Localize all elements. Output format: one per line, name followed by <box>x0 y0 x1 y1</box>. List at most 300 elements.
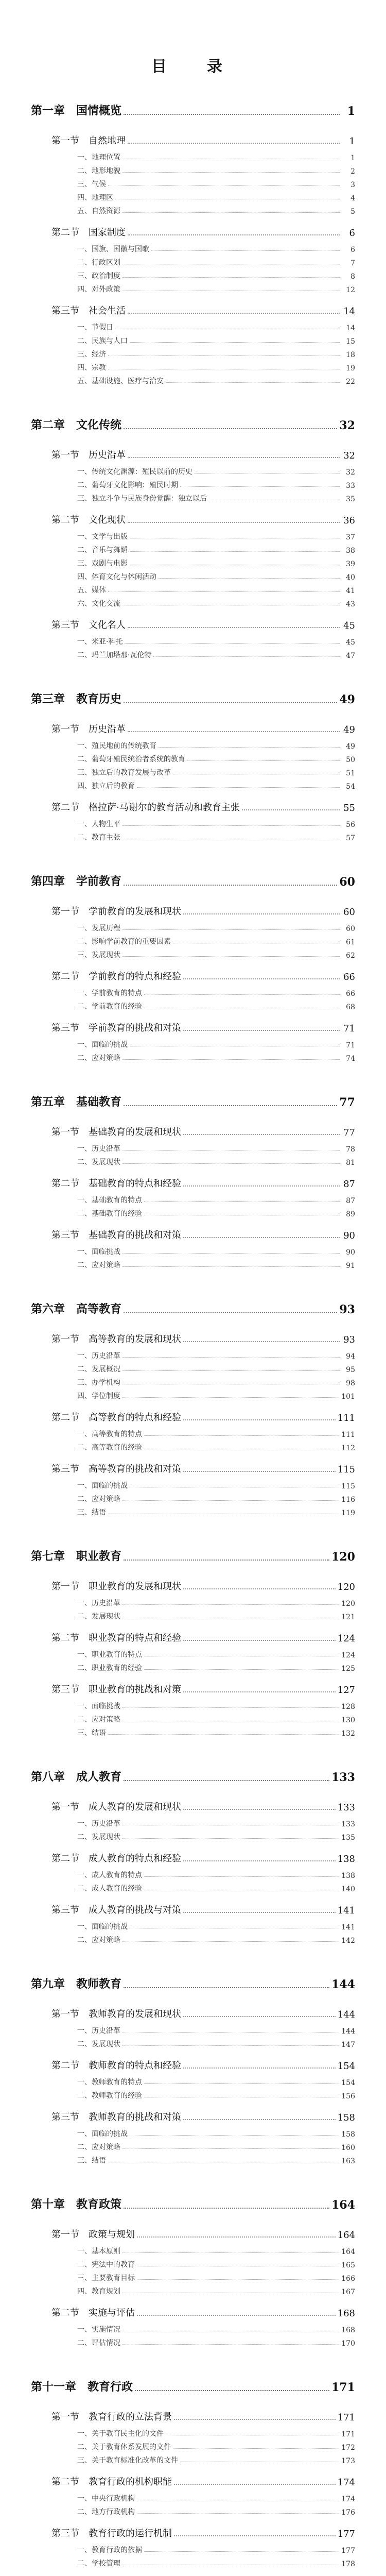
dot-leader <box>183 1471 336 1472</box>
toc-page-number: 81 <box>346 1159 355 1167</box>
toc-page-number: 60 <box>339 875 355 889</box>
dot-leader <box>183 1912 336 1913</box>
toc-page-number: 87 <box>346 1197 355 1205</box>
toc-subsection-entry[interactable] <box>0 1832 386 1842</box>
toc-subsection-entry[interactable] <box>0 1921 386 1931</box>
toc-subsection-entry[interactable] <box>0 545 386 555</box>
toc-subsection-entry[interactable] <box>0 1442 386 1452</box>
toc-page-number: 124 <box>341 1651 355 1659</box>
dot-leader <box>135 2390 329 2391</box>
dot-leader <box>144 1201 340 1202</box>
toc-page-number: 166 <box>341 2275 355 2283</box>
toc-subsection-entry[interactable] <box>0 1883 386 1893</box>
toc-page-number: 133 <box>331 1771 355 1784</box>
toc-subsection-entry[interactable] <box>0 936 386 946</box>
dot-leader <box>122 929 340 930</box>
toc-page-number: 111 <box>341 1431 355 1439</box>
toc-section-entry[interactable] <box>0 226 386 239</box>
toc-subsection-entry[interactable] <box>0 1364 386 1374</box>
toc-subsection-entry[interactable] <box>0 1870 386 1880</box>
dot-leader <box>144 1669 339 1670</box>
toc-section-entry[interactable] <box>0 619 386 631</box>
dot-leader <box>124 428 337 429</box>
toc-entry-label: 一、面临的挑战 <box>77 2130 128 2138</box>
toc-section-entry[interactable] <box>0 2008 386 2020</box>
toc-subsection-entry[interactable] <box>0 950 386 960</box>
toc-subsection-entry[interactable] <box>0 1391 386 1401</box>
toc-chapter-entry[interactable] <box>0 1979 386 1991</box>
toc-entry-label: 三、气候 <box>77 180 106 189</box>
toc-page-number: 133 <box>341 1820 355 1828</box>
toc-chapter-entry[interactable] <box>0 106 386 118</box>
toc-subsection-entry[interactable] <box>0 1195 386 1205</box>
toc-page-number: 93 <box>343 1334 355 1345</box>
toc-page-number: 124 <box>337 1633 355 1644</box>
toc-section-entry[interactable] <box>0 1683 386 1696</box>
toc-page-number: 43 <box>346 600 355 608</box>
toc-entry-label: 二、发展现状 <box>77 1833 120 1841</box>
dot-leader <box>159 747 340 748</box>
toc-subsection-entry[interactable] <box>0 988 386 998</box>
toc-page-number: 33 <box>346 482 355 490</box>
toc-entry-label: 一、历史沿革 <box>77 1599 120 1607</box>
toc-entry-label: 二、发展现状 <box>77 1158 120 1166</box>
dot-leader <box>124 702 337 703</box>
toc-entry-label: 第一节 政策与规划 <box>51 2229 135 2240</box>
toc-entry-label: 二、成人教育的经验 <box>77 1885 142 1893</box>
toc-page-number: 71 <box>346 1041 355 1049</box>
toc-entry-label: 一、地理位置 <box>77 154 120 162</box>
toc-page-number: 94 <box>346 1352 355 1361</box>
dot-leader <box>122 1163 340 1164</box>
toc-subsection-entry[interactable] <box>0 1208 386 1218</box>
toc-subsection-entry[interactable] <box>0 1611 386 1621</box>
toc-section-entry[interactable] <box>0 2059 386 2072</box>
toc-subsection-entry[interactable] <box>0 179 386 189</box>
toc-page-number: 173 <box>341 2457 355 2465</box>
toc-entry-label: 二、高等教育的经验 <box>77 1444 142 1452</box>
dot-leader <box>183 2119 336 2120</box>
toc-subsection-entry[interactable] <box>0 349 386 359</box>
toc-entry-label: 二、地形地貌 <box>77 167 120 175</box>
toc-section-entry[interactable] <box>0 1177 386 1190</box>
dot-leader <box>183 1588 336 1589</box>
toc-page-number: 39 <box>346 560 355 568</box>
dot-leader <box>137 2513 339 2514</box>
toc-entry-label: 第二节 高等教育的特点和经验 <box>51 1412 181 1423</box>
toc-entry-label: 第二节 职业教育的特点和经验 <box>51 1633 181 1643</box>
toc-subsection-entry[interactable] <box>0 1053 386 1063</box>
toc-entry-label: 第二节 成人教育的特点和经验 <box>51 1853 181 1864</box>
toc-subsection-entry[interactable] <box>0 376 386 386</box>
toc-entry-label: 二、民族与人口 <box>77 337 128 345</box>
toc-subsection-entry[interactable] <box>0 1350 386 1361</box>
toc-chapter-entry[interactable] <box>0 1772 386 1784</box>
toc-page-number: 135 <box>341 1834 355 1842</box>
toc-section-entry[interactable] <box>0 723 386 735</box>
dot-leader <box>183 1640 336 1641</box>
toc-section-entry[interactable] <box>0 449 386 461</box>
toc-subsection-entry[interactable] <box>0 1377 386 1387</box>
toc-page-number: 120 <box>337 1582 355 1592</box>
dot-leader <box>183 1134 340 1135</box>
toc-subsection-entry[interactable] <box>0 2493 386 2503</box>
toc-subsection-entry[interactable] <box>0 2142 386 2152</box>
toc-entry-label: 二、发展概况 <box>77 1365 120 1374</box>
toc-subsection-entry[interactable] <box>0 2545 386 2555</box>
toc-entry-label: 一、教师教育的特点 <box>77 2078 142 2087</box>
toc-entry-label: 第三节 文化名人 <box>51 620 126 631</box>
toc-page-number: 60 <box>346 925 355 933</box>
toc-entry-label: 三、独立斗争与民族身份觉醒：独立以后 <box>77 495 207 503</box>
toc-page-number: 3 <box>350 181 355 189</box>
toc-page-number: 90 <box>343 1230 355 1241</box>
toc-subsection-entry[interactable] <box>0 1701 386 1711</box>
toc-subsection-entry[interactable] <box>0 1039 386 1049</box>
toc-subsection-entry[interactable] <box>0 832 386 842</box>
toc-section-entry[interactable] <box>0 2476 386 2488</box>
toc-page-number: 170 <box>341 2340 355 2348</box>
toc-chapter-entry[interactable] <box>0 2382 386 2394</box>
toc-subsection-entry[interactable] <box>0 2090 386 2100</box>
toc-subsection-entry[interactable] <box>0 2455 386 2465</box>
toc-page-number: 1 <box>347 105 355 118</box>
toc-section-entry[interactable] <box>0 1333 386 1345</box>
toc-entry-label: 第一节 教育行政的立法背景 <box>51 2412 172 2422</box>
toc-subsection-entry[interactable] <box>0 1143 386 1154</box>
toc-entry-label: 一、基础教育的特点 <box>77 1196 142 1205</box>
dot-leader <box>137 2236 336 2238</box>
toc-subsection-entry[interactable] <box>0 2039 386 2049</box>
toc-subsection-entry[interactable] <box>0 1714 386 1724</box>
toc-subsection-entry[interactable] <box>0 650 386 660</box>
toc-page-number: 55 <box>343 803 355 814</box>
toc-entry-label: 第一节 基础教育的发展和现状 <box>51 1127 181 1138</box>
toc-subsection-entry[interactable] <box>0 2324 386 2334</box>
toc-chapter-entry[interactable] <box>0 1304 386 1316</box>
toc-page-number: 168 <box>337 2308 355 2319</box>
toc-subsection-entry[interactable] <box>0 2155 386 2165</box>
toc-page-number: 156 <box>341 2092 355 2100</box>
toc-entry-label: 第三节 教师教育的挑战和对策 <box>51 2112 181 2123</box>
toc-subsection-entry[interactable] <box>0 558 386 568</box>
toc-subsection-entry[interactable] <box>0 493 386 503</box>
toc-entry-label: 第一节 职业教育的发展和现状 <box>51 1581 181 1592</box>
dot-leader <box>137 2279 339 2280</box>
dot-leader <box>122 2252 339 2253</box>
toc-subsection-entry[interactable] <box>0 152 386 162</box>
toc-subsection-entry[interactable] <box>0 2558 386 2568</box>
toc-entry-label: 第一节 历史沿革 <box>51 450 126 461</box>
toc-entry-label: 二、教育主张 <box>77 834 120 842</box>
toc-entry-label: 一、节假日 <box>77 324 113 332</box>
dot-leader <box>242 809 340 810</box>
toc-page-number: 4 <box>350 194 355 202</box>
toc-entry-label: 第三节 学前教育的挑战和对策 <box>51 1023 181 1033</box>
toc-subsection-entry[interactable] <box>0 466 386 477</box>
toc-section-entry[interactable] <box>0 1904 386 1916</box>
toc-entry-label: 四、学位制度 <box>77 1392 120 1400</box>
toc-entry-label: 第一节 自然地理 <box>51 135 126 146</box>
toc-page-number: 154 <box>341 2079 355 2087</box>
toc-chapter-entry[interactable] <box>0 420 386 432</box>
toc-subsection-entry[interactable] <box>0 2128 386 2139</box>
toc-section-entry[interactable] <box>0 970 386 982</box>
dot-leader <box>166 382 340 383</box>
toc-entry-label: 第二节 文化现状 <box>51 515 126 526</box>
toc-section-entry[interactable] <box>0 2111 386 2123</box>
toc-subsection-entry[interactable] <box>0 257 386 267</box>
toc-page-number: 61 <box>346 938 355 946</box>
toc-subsection-entry[interactable] <box>0 767 386 777</box>
toc-subsection-entry[interactable] <box>0 1727 386 1738</box>
toc-subsection-entry[interactable] <box>0 362 386 372</box>
toc-section-entry[interactable] <box>0 2411 386 2423</box>
toc-entry-label: 第三节 成人教育的挑战与对策 <box>51 1905 181 1916</box>
toc-section-entry[interactable] <box>0 1411 386 1423</box>
toc-page-number: 14 <box>346 324 355 332</box>
toc-entry-label: 三、结语 <box>77 1729 106 1737</box>
toc-page-number: 45 <box>343 620 355 631</box>
toc-subsection-entry[interactable] <box>0 781 386 791</box>
toc-subsection-entry[interactable] <box>0 1480 386 1490</box>
toc-subsection-entry[interactable] <box>0 335 386 346</box>
toc-subsection-entry[interactable] <box>0 1429 386 1439</box>
toc-entry-label: 第二节 基础教育的特点和经验 <box>51 1178 181 1189</box>
toc-page-number: 101 <box>341 1393 355 1401</box>
toc-subsection-entry[interactable] <box>0 206 386 216</box>
toc-entry-label: 四、对外政策 <box>77 285 120 294</box>
toc-subsection-entry[interactable] <box>0 322 386 332</box>
toc-subsection-entry[interactable] <box>0 2077 386 2087</box>
toc-page-number: 49 <box>346 742 355 751</box>
toc-subsection-entry[interactable] <box>0 531 386 541</box>
toc-entry-label: 第一节 成人教育的发展和现状 <box>51 1802 181 1812</box>
toc-page-number: 177 <box>341 2547 355 2555</box>
toc-subsection-entry[interactable] <box>0 270 386 281</box>
dot-leader <box>124 1312 337 1313</box>
toc-subsection-entry[interactable] <box>0 598 386 608</box>
dot-leader <box>122 2045 339 2046</box>
toc-section-entry[interactable] <box>0 514 386 526</box>
toc-page-number: 172 <box>341 2444 355 2452</box>
toc-page-number: 60 <box>343 907 355 918</box>
toc-entry-label: 二、葡萄牙殖民统治者系统的教育 <box>77 755 185 764</box>
toc-section-entry[interactable] <box>0 2527 386 2539</box>
toc-subsection-entry[interactable] <box>0 1260 386 1270</box>
toc-entry-label: 五、自然资源 <box>77 207 120 215</box>
toc-subsection-entry[interactable] <box>0 2506 386 2517</box>
toc-subsection-entry[interactable] <box>0 1818 386 1828</box>
toc-subsection-entry[interactable] <box>0 585 386 595</box>
toc-subsection-entry[interactable] <box>0 480 386 490</box>
toc-page-number: 71 <box>343 1023 355 1034</box>
toc-subsection-entry[interactable] <box>0 2428 386 2438</box>
toc-page-number: 121 <box>341 1613 355 1621</box>
toc-entry-label: 二、音乐与舞蹈 <box>77 546 128 554</box>
toc-page-number: 127 <box>337 1685 355 1696</box>
toc-page-number: 163 <box>341 2157 355 2165</box>
toc-entry-label: 二、应对策略 <box>77 1936 120 1944</box>
toc-subsection-entry[interactable] <box>0 2337 386 2348</box>
toc-subsection-entry[interactable] <box>0 1494 386 1504</box>
toc-page-number: 77 <box>343 1127 355 1138</box>
toc-entry-label: 第七章 职业教育 <box>31 1550 122 1563</box>
toc-subsection-entry[interactable] <box>0 2273 386 2283</box>
toc-page-number: 37 <box>346 533 355 541</box>
dot-leader <box>122 825 340 826</box>
toc-section-entry[interactable] <box>0 304 386 317</box>
toc-entry-label: 三、主要教育目标 <box>77 2274 135 2282</box>
dot-leader <box>137 787 340 788</box>
toc-entry-label: 第二章 文化传统 <box>31 418 122 432</box>
toc-page-number: 12 <box>346 286 355 294</box>
toc-section-entry[interactable] <box>0 1126 386 1138</box>
toc-chapter-entry[interactable] <box>0 876 386 889</box>
toc-entry-label: 四、独立后的教育 <box>77 782 135 790</box>
toc-page-number: 125 <box>341 1665 355 1673</box>
toc-page-number: 41 <box>346 587 355 595</box>
dot-leader <box>128 234 340 235</box>
toc-chapter-entry[interactable] <box>0 694 386 706</box>
toc-page-number: 115 <box>341 1482 355 1490</box>
toc-section-entry[interactable] <box>0 1632 386 1644</box>
toc-entry-label: 二、葡萄牙文化影响：殖民时期 <box>77 481 178 489</box>
dot-leader <box>173 2448 339 2449</box>
toc-subsection-entry[interactable] <box>0 754 386 764</box>
toc-entry-label: 三、关于教育标准化改革的文件 <box>77 2456 178 2465</box>
toc-entry-label: 第十章 教育政策 <box>31 2198 122 2211</box>
toc-chapter-entry[interactable] <box>0 2199 386 2212</box>
toc-page-number: 174 <box>341 2495 355 2503</box>
toc-page-number: 141 <box>337 1905 355 1916</box>
dot-leader <box>130 551 340 552</box>
toc-entry-label: 第二节 实施与评估 <box>51 2308 135 2318</box>
toc-section-entry[interactable] <box>0 1229 386 1241</box>
dot-leader <box>128 627 340 628</box>
toc-section-entry[interactable] <box>0 1463 386 1475</box>
toc-section-entry[interactable] <box>0 905 386 918</box>
toc-entry-label: 二、玛兰加塔那·瓦伦特 <box>77 651 152 659</box>
dot-leader <box>183 1419 336 1420</box>
toc-section-entry[interactable] <box>0 1801 386 1813</box>
toc-subsection-entry[interactable] <box>0 819 386 829</box>
toc-subsection-entry[interactable] <box>0 244 386 254</box>
toc-entry-label: 第一节 学前教育的发展和现状 <box>51 906 181 917</box>
toc-page-number: 171 <box>341 2430 355 2438</box>
toc-entry-label: 二、关于教育体系发展的文件 <box>77 2443 171 2451</box>
toc-subsection-entry[interactable] <box>0 2246 386 2256</box>
toc-entry-label: 二、发展现状 <box>77 2040 120 2048</box>
toc-section-entry[interactable] <box>0 801 386 814</box>
toc-entry-label: 第九章 教师教育 <box>31 1977 122 1991</box>
toc-subsection-entry[interactable] <box>0 1649 386 1659</box>
dot-leader <box>159 578 340 579</box>
dot-leader <box>108 185 340 186</box>
toc-entry-label: 二、应对策略 <box>77 1716 120 1724</box>
dot-leader <box>183 1860 336 1861</box>
toc-page-number: 158 <box>337 2112 355 2123</box>
dot-leader <box>144 994 340 995</box>
toc-section-entry[interactable] <box>0 2307 386 2319</box>
toc-page-number: 51 <box>346 769 355 777</box>
toc-entry-label: 第一节 教师教育的发展和现状 <box>51 2009 181 2020</box>
toc-entry-label: 一、殖民地前的传统教育 <box>77 742 156 750</box>
toc-subsection-entry[interactable] <box>0 636 386 647</box>
dot-leader <box>122 2344 339 2345</box>
toc-page-number: 176 <box>341 2509 355 2517</box>
toc-entry-label: 三、发展现状 <box>77 951 120 959</box>
toc-subsection-entry[interactable] <box>0 284 386 294</box>
toc-page-number: 158 <box>341 2130 355 2139</box>
toc-subsection-entry[interactable] <box>0 2286 386 2296</box>
toc-entry-label: 一、历史沿革 <box>77 2027 120 2035</box>
toc-subsection-entry[interactable] <box>0 1935 386 1945</box>
toc-subsection-entry[interactable] <box>0 1246 386 1257</box>
toc-entry-label: 三、办学机构 <box>77 1379 120 1387</box>
toc-page-number: 178 <box>341 2560 355 2568</box>
toc-page-number: 45 <box>346 638 355 647</box>
toc-subsection-entry[interactable] <box>0 2025 386 2036</box>
toc-entry-label: 二、应对策略 <box>77 1261 120 1269</box>
toc-page-number: 87 <box>343 1179 355 1190</box>
dot-leader <box>128 457 340 458</box>
toc-entry-label: 一、发展历程 <box>77 924 120 933</box>
toc-entry-label: 四、教育规划 <box>77 2287 120 2296</box>
dot-leader <box>183 978 340 979</box>
toc-section-entry[interactable] <box>0 1022 386 1034</box>
toc-entry-label: 第三节 基础教育的挑战和对策 <box>51 1230 181 1241</box>
toc-section-entry[interactable] <box>0 134 386 147</box>
toc-entry-label: 一、传统文化渊源：殖民以前的历史 <box>77 468 192 476</box>
toc-section-entry[interactable] <box>0 2228 386 2241</box>
toc-page-number: 120 <box>331 1550 355 1564</box>
toc-chapter-entry[interactable] <box>0 1551 386 1564</box>
toc-entry-label: 四、地理区 <box>77 194 113 202</box>
toc-subsection-entry[interactable] <box>0 2259 386 2269</box>
toc-entry-label: 三、政治制度 <box>77 272 120 280</box>
toc-subsection-entry[interactable] <box>0 923 386 933</box>
toc-subsection-entry[interactable] <box>0 740 386 751</box>
toc-subsection-entry[interactable] <box>0 1663 386 1673</box>
toc-entry-label: 一、历史沿革 <box>77 1352 120 1360</box>
toc-subsection-entry[interactable] <box>0 1157 386 1167</box>
toc-page-number: 68 <box>346 1003 355 1011</box>
toc-entry-label: 第八章 成人教育 <box>31 1770 122 1784</box>
toc-section-entry[interactable] <box>0 1580 386 1592</box>
toc-entry-label: 二、应对策略 <box>77 1054 120 1062</box>
toc-page-number: 138 <box>337 1854 355 1865</box>
toc-subsection-entry[interactable] <box>0 165 386 176</box>
toc-chapter-entry[interactable] <box>0 1097 386 1109</box>
toc-entry-label: 第六章 高等教育 <box>31 1302 122 1316</box>
dot-leader <box>122 1941 339 1942</box>
toc-subsection-entry[interactable] <box>0 1001 386 1011</box>
toc-page-number: 77 <box>339 1096 355 1109</box>
toc-subsection-entry[interactable] <box>0 571 386 582</box>
dot-leader <box>183 1237 340 1238</box>
toc-section-entry[interactable] <box>0 1852 386 1865</box>
toc-subsection-entry[interactable] <box>0 1598 386 1608</box>
toc-subsection-entry[interactable] <box>0 2442 386 2452</box>
toc-page-number: 177 <box>337 2529 355 2539</box>
toc-subsection-entry[interactable] <box>0 192 386 202</box>
toc-subsection-entry[interactable] <box>0 1507 386 1517</box>
dot-leader <box>122 1059 340 1060</box>
toc-entry-label: 二、应对策略 <box>77 2143 120 2151</box>
dot-leader <box>122 1604 339 1605</box>
toc-page-number: 90 <box>346 1248 355 1257</box>
